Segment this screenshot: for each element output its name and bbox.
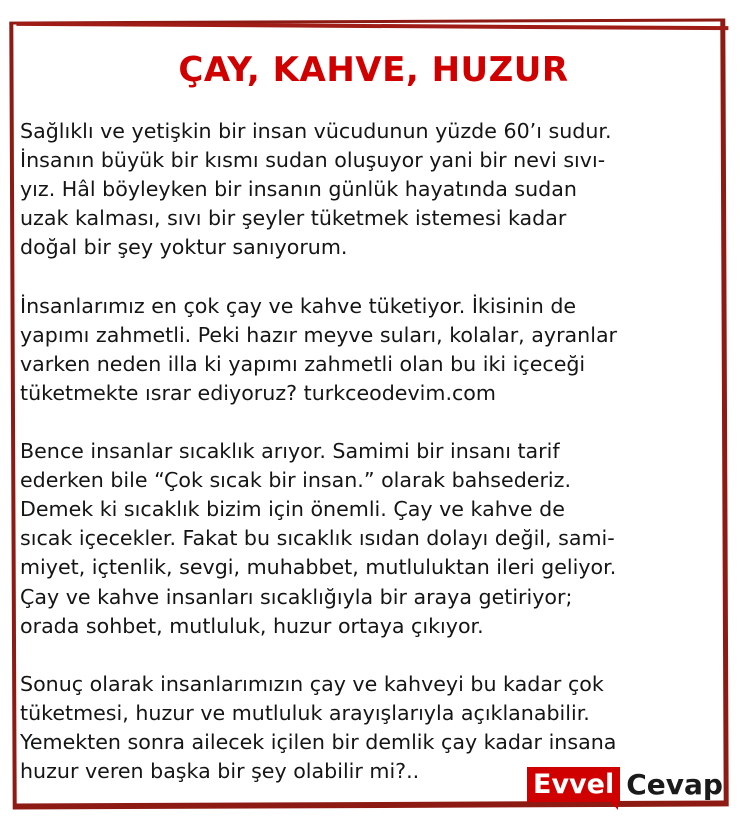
text-line [20,408,730,437]
text-line: ederken bile “Çok sıcak bir insan.” olarak bahsederiz. [20,468,571,493]
text-line: yapımı zahmetli. Peki hazır meyve suları, kolalar, ayranlar [20,322,618,347]
text-line: Sonuç olarak insanlarımızın çay ve kahveyi bu kadar çok [20,671,604,696]
logo-evvel: Evvel [527,767,620,802]
text-line: Çay ve kahve insanları sıcaklığıyla bir araya getiriyor; [20,584,573,609]
text-line [20,641,730,670]
text-line: tüketmesi, huzur ve mutluluk arayışlarıyla açıklanabilir. [20,700,590,725]
logo-cevap: Cevap [626,768,723,801]
text-line: tüketmekte ısrar ediyoruz? turkceodevim.com [20,380,496,405]
article-body [20,117,730,786]
text-line: Yemekten sonra ailecek içilen bir demlik çay kadar insana [20,729,617,754]
page-title: ÇAY, KAHVE, HUZUR [178,50,569,90]
text-line: varken neden illa ki yapımı zahmetli olan bu iki içeceği [20,351,586,376]
text-line: miyet, içtenlik, sevgi, muhabbet, mutluluktan ileri geliyor. [20,555,617,580]
text-line: Bence insanlar sıcaklık arıyor. Samimi bir insanı tarif [20,439,560,464]
text-line: İnsanlarımız en çok çay ve kahve tüketiyor. İkisinin de [20,293,577,318]
text-line: doğal bir şey yoktur sanıyorum. [20,235,348,260]
text-line: sıcak içecekler. Fakat bu sıcaklık ısıdan dolayı değil, sami- [20,526,615,551]
text-line: uzak kalması, sıvı bir şeyler tüketmek istemesi kadar [20,206,567,231]
evvelcevap-logo [527,767,723,802]
text-line: İnsanın büyük bir kısmı sudan oluşuyor yani bir nevi sıvı- [20,148,606,173]
text-line: huzur veren başka bir şey olabilir mi?.. [20,759,420,784]
text-line: orada sohbet, mutluluk, huzur ortaya çıkıyor. [20,613,484,638]
text-line: Demek ki sıcaklık bizim için önemli. Çay ve kahve de [20,497,565,522]
text-line: yız. Hâl böyleyken bir insanın günlük hayatında sudan [20,177,577,202]
text-line: Sağlıklı ve yetişkin bir insan vücudunun yüzde 60’ı sudur. [20,119,612,143]
text-line [20,262,730,291]
